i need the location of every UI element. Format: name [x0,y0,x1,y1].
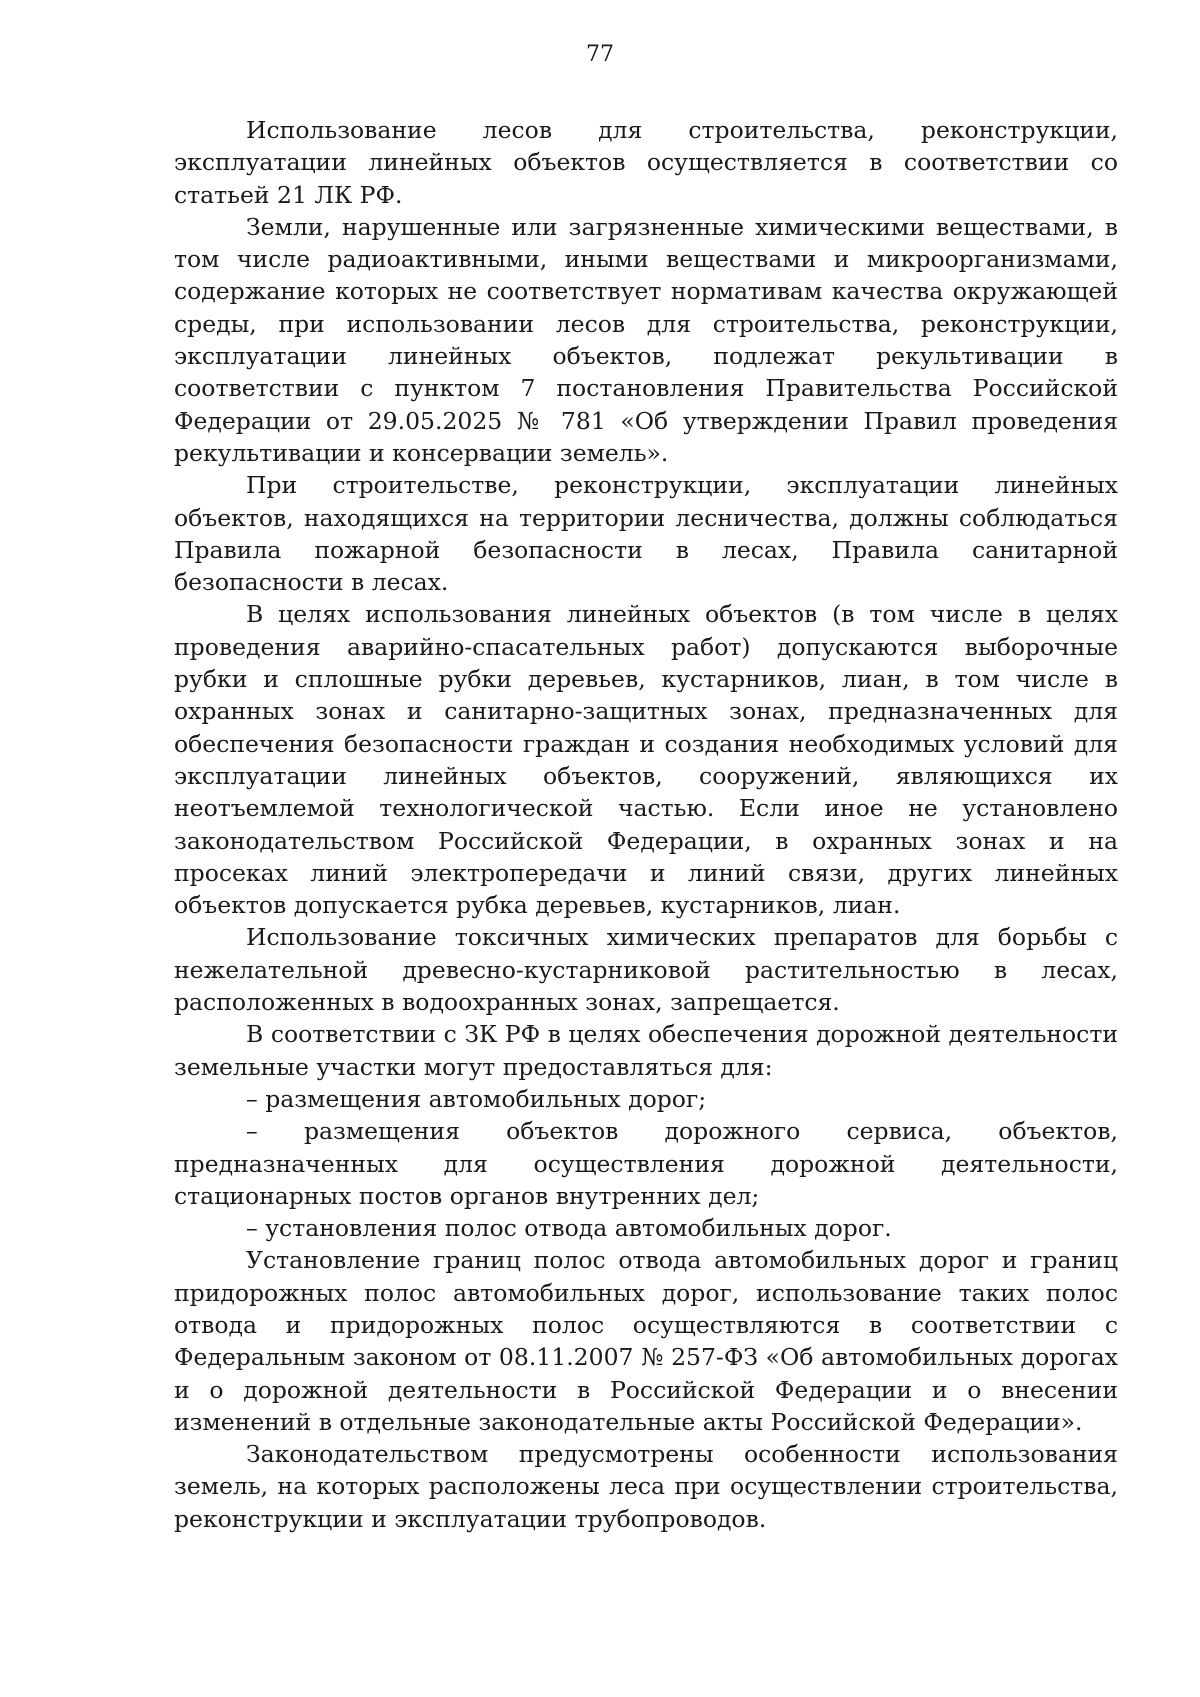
paragraph-tree-cutting: В целях использования линейных объектов (в том числе в целях проведения аварийно-спасательных работ) допускаются выборочные рубки и сплошные рубки деревьев, кустарников, лиан, в том числе в охранных зонах и санитарно-защитных зонах, предназначенных для обеспечения безопасности граждан и создания необходимых условий для эксплуатации линейных объектов, сооружений, являющихся их неотъемлемой технологической частью. Если иное не установлено законодательством Российской Федерации, в охранных зонах и на просеках линий электропередачи и линий связи, других линейных объектов допускается рубка деревьев, кустарников, лиан. [174,600,1118,920]
list-item-right-of-way: – установления полос отвода автомобильных дорог. [246,1214,892,1243]
document-body [174,114,1118,1535]
paragraph-road-activity-intro: В соответствии с ЗК РФ в целях обеспечения дорожной деятельности земельные участки могут предоставляться для: [174,1020,1118,1081]
list-item-roads: – размещения автомобильных дорог; [246,1084,707,1113]
list-item-road-service: – размещения объектов дорожного сервиса, объектов, предназначенных для осуществления дорожной деятельности, стационарных постов органов внутренних дел; [174,1117,1118,1210]
paragraph-toxic-chemicals: Использование токсичных химических препаратов для борьбы с нежелательной древесно-кустарниковой растительностью в лесах, расположенных в водоохранных зонах, запрещается. [174,923,1118,1017]
paragraph-pipelines: Законодательством предусмотрены особенности использования земель, на которых расположены леса при осуществлении строительства, реконструкции и эксплуатации трубопроводов. [174,1440,1118,1533]
paragraph-land-recultivation: Земли, нарушенные или загрязненные химическими веществами, в том числе радиоактивными, иными веществами и микроорганизмами, содержание которых не соответствует нормативам качества окружающей среды, при использовании лесов для строительства, реконструкции, эксплуатации линейных объектов, подлежат рекультивации в соответствии с пунктом 7 постановления Правительства Российской Федерации от 29.05.2025 № 781 «Об утверждении Правил проведения рекультивации и консервации земель». [174,212,1118,467]
paragraph-forest-use-linear-objects: Использование лесов для строительства, реконструкции, эксплуатации линейных объектов осуществляется в соответствии со статьей 21 ЛК РФ. [174,116,1118,209]
page-number: 77 [586,42,614,67]
paragraph-safety-rules: При строительстве, реконструкции, эксплуатации линейных объектов, находящихся на территории лесничества, должны соблюдаться Правила пожарной безопасности в лесах, Правила санитарной безопасности в лесах. [174,471,1118,597]
paragraph-road-boundaries: Установление границ полос отвода автомобильных дорог и границ придорожных полос автомобильных дорог, использование таких полос отвода и придорожных полос осуществляются в соответствии с Федеральным законом от 08.11.2007 № 257-ФЗ «Об автомобильных дорогах и о дорожной деятельности в Российской Федерации и о внесении изменений в отдельные законодательные акты Российской Федерации». [174,1246,1118,1436]
